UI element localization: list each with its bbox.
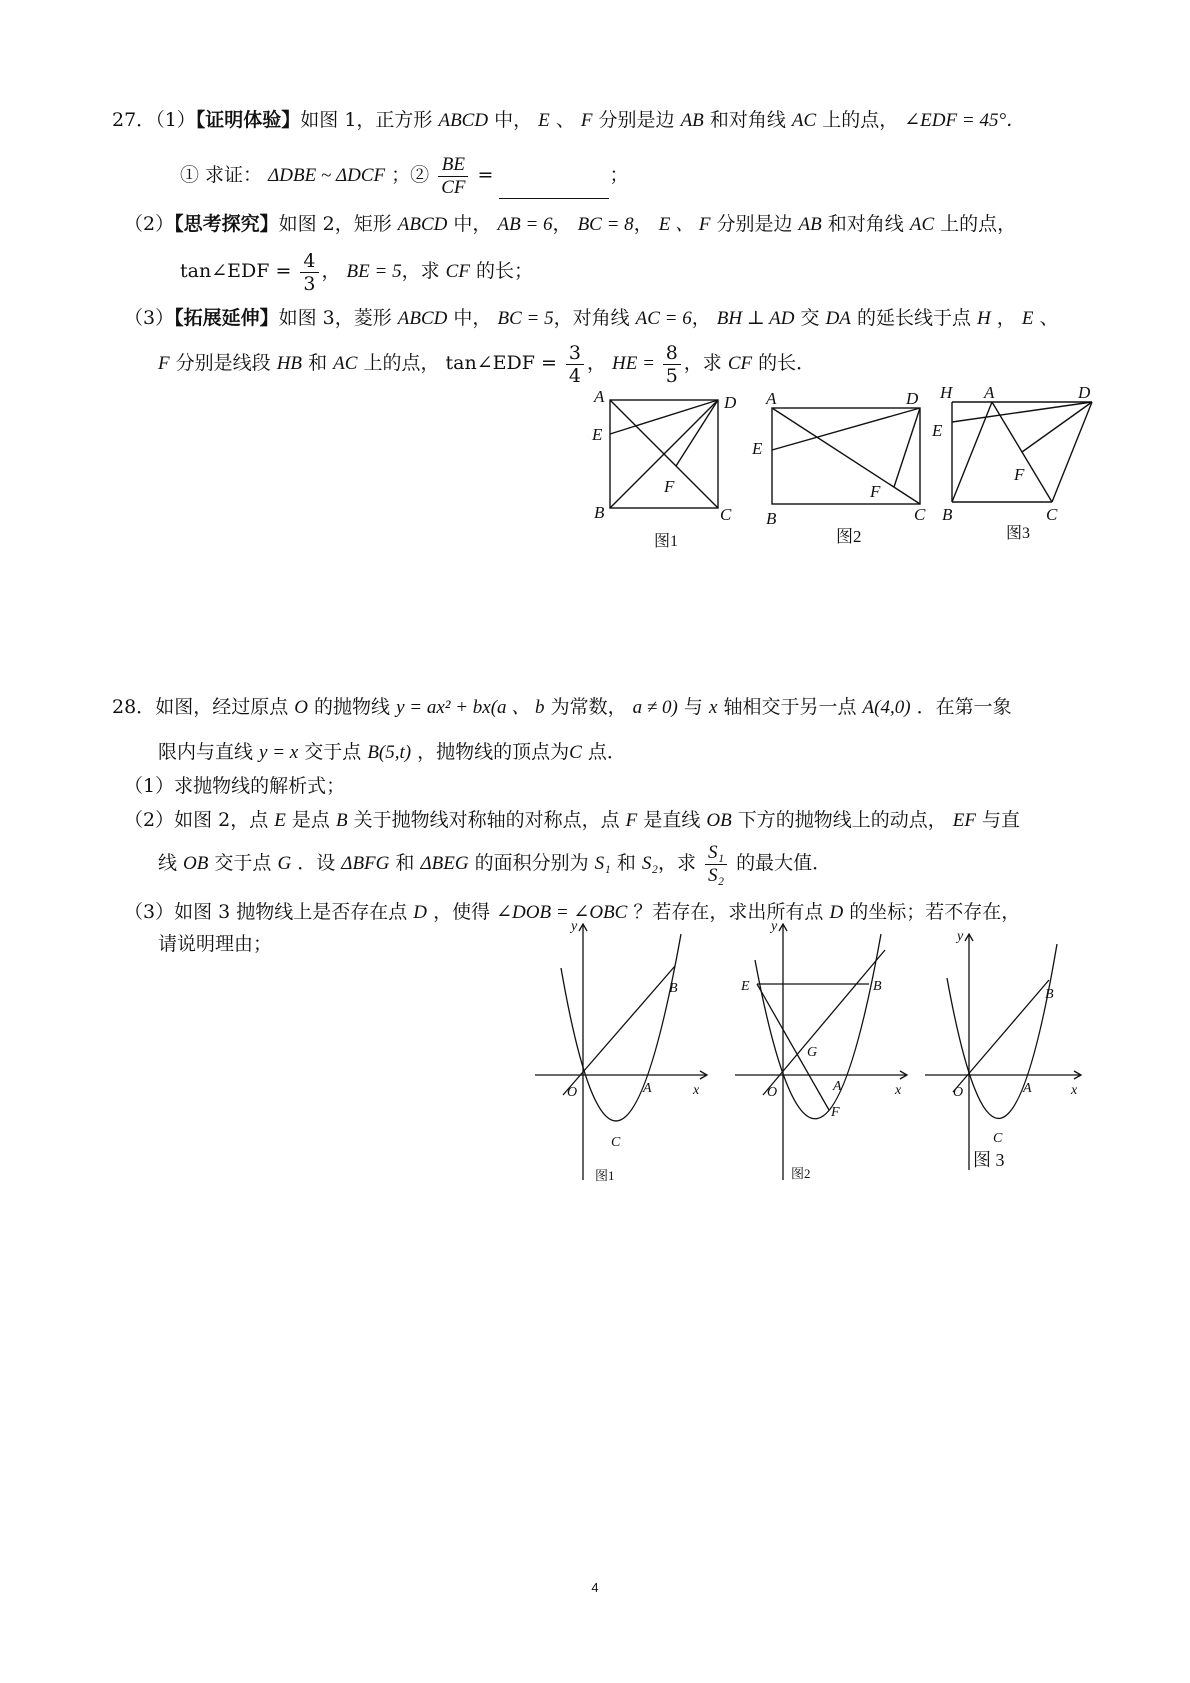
q28-part-3-line-1: （3）如图 3 抛物线上是否存在点 D ，使得 ∠DOB = ∠OBC ？若存在，求出所有点 D 的坐标；若不存在， — [124, 901, 1021, 923]
label-y: y — [571, 919, 578, 934]
label-b: B — [766, 509, 777, 528]
caption-fig1: 图1 — [654, 533, 679, 550]
q28-part-1: （1）求抛物线的解析式； — [124, 775, 346, 797]
caption-fig1: 图1 — [595, 1168, 615, 1183]
label-e: E — [741, 979, 750, 994]
caption-fig3: 图 3 — [973, 1150, 1005, 1170]
segment-df — [894, 408, 920, 487]
q28-line-2: 限内与直线 y = x 交于点 B(5,t) ，抛物线的顶点为C 点． — [158, 741, 626, 763]
q28-part-3-line-2: 请说明理由； — [158, 933, 273, 955]
label-b: B — [1045, 987, 1054, 1002]
label-f: F — [870, 482, 881, 501]
q28-part-2-line-2: 线 OB 交于点 G ．设 ΔBFG 和 ΔBEG 的面积分别为 S₁ 和 S₂，求 $\frac{\text{S₁}}{\text{S₂}}$ 的最大值． — [158, 841, 832, 886]
fraction-8-5: $\frac{8}{5}$ — [663, 342, 681, 387]
label-b: B — [873, 979, 882, 994]
fraction-4-3: $\frac{4}{3}$ — [300, 250, 318, 295]
label-b: B — [594, 503, 605, 522]
label-a: A — [833, 1079, 842, 1094]
segment-de — [952, 402, 1092, 422]
q27-figure-3 — [932, 380, 1108, 550]
label-o: O — [953, 1085, 964, 1100]
label-b: B — [669, 981, 678, 996]
label-h: H — [940, 383, 953, 402]
q27-line-4: tan∠EDF = $\frac{4}{3}$ ， BE = 5，求 CF 的长； — [180, 249, 533, 295]
label-c: C — [720, 505, 732, 524]
label-e: E — [752, 439, 763, 458]
label-a: A — [594, 387, 605, 406]
caption-fig2: 图2 — [791, 1166, 811, 1181]
q27-tag-2: 【思考探究】 — [174, 213, 279, 235]
caption-fig3: 图3 — [1006, 525, 1031, 542]
segment-de — [772, 408, 920, 450]
label-c: C — [1046, 505, 1058, 524]
q28-part-2-line-1: （2）如图 2，点 E 是点 B 关于抛物线对称轴的对称点，点 F 是直线 OB 下方的抛物线上的动点， EF 与直 — [124, 809, 1021, 831]
parabola — [947, 944, 1057, 1118]
label-x: x — [895, 1083, 902, 1098]
label-a: A — [766, 389, 777, 408]
answer-blank — [499, 180, 609, 199]
q27-line-1: 27．（1）【证明体验】如图 1，正方形 ABCD 中， E 、 F 分别是边 AB 和对角线 AC 上的点， ∠EDF = 45°． — [112, 109, 1026, 131]
caption-fig2: 图2 — [836, 527, 862, 546]
fraction-be-cf: $\frac{BE}{CF}$ — [438, 154, 468, 199]
q28-line-1: 28．如图，经过原点 O 的抛物线 y = ax² + bx(a 、 b 为常数， a ≠ 0) 与 x 轴相交于另一点 A(4,0) ．在第一象 — [112, 696, 1012, 718]
label-y: y — [771, 919, 778, 934]
label-e: E — [592, 425, 603, 444]
label-a: A — [643, 1081, 652, 1096]
q27-line-2: ① 求证： ΔDBE ~ ΔDCF ；② $\frac{BE}{CF}$ = ； — [180, 153, 629, 198]
label-x: x — [1071, 1083, 1078, 1098]
q28-figure-3 — [925, 930, 1095, 1190]
label-c: C — [611, 1135, 621, 1150]
q27-tag-3: 【拓展延伸】 — [174, 307, 279, 329]
segment-df — [676, 400, 718, 466]
label-f: F — [831, 1105, 840, 1120]
q27-line-5: （3）【拓展延伸】如图 3，菱形 ABCD 中， BC = 5，对角线 AC = 6， BH ⊥ AD 交 DA 的延长线于点 H ， E 、 — [124, 307, 1059, 329]
label-a: A — [1023, 1081, 1032, 1096]
label-b: B — [942, 505, 953, 524]
q27-figure-2 — [748, 380, 938, 550]
q28-figure-2 — [735, 920, 920, 1190]
label-d: D — [724, 393, 737, 412]
label-y: y — [957, 929, 964, 944]
q27-tag-1: 【证明体验】 — [195, 109, 301, 131]
label-d: D — [906, 389, 919, 408]
fraction-s1-s2: $\frac{\text{S₁}}{\text{S₂}}$ — [705, 842, 727, 887]
label-f: F — [664, 477, 675, 496]
q27-figure-1 — [590, 380, 750, 550]
label-c: C — [993, 1131, 1003, 1146]
label-c: C — [914, 505, 926, 524]
line-ob — [563, 966, 675, 1095]
label-x: x — [693, 1083, 700, 1098]
label-a: A — [984, 383, 995, 402]
q28-figure-1 — [535, 920, 720, 1190]
fraction-3-4: $\frac{3}{4}$ — [566, 342, 584, 387]
label-o: O — [567, 1085, 578, 1100]
label-g: G — [807, 1045, 818, 1060]
q27-line-6: F 分别是线段 HB 和 AC 上的点， tan∠EDF = $\frac{3}{4}$ ， HE = $\frac{8}{5}$ ，求 CF 的长． — [158, 341, 816, 387]
label-f: F — [1014, 465, 1025, 484]
q27-line-3: （2）【思考探究】如图 2，矩形 ABCD 中， AB = 6， BC = 8， E 、 F 分别是边 AB 和对角线 AC 上的点， — [124, 213, 1017, 235]
label-o: O — [767, 1085, 778, 1100]
label-d: D — [1078, 383, 1091, 402]
line-ob — [763, 950, 885, 1095]
diagonal-ac — [772, 408, 920, 504]
page-number: 4 — [591, 1580, 599, 1595]
label-e: E — [932, 421, 943, 440]
